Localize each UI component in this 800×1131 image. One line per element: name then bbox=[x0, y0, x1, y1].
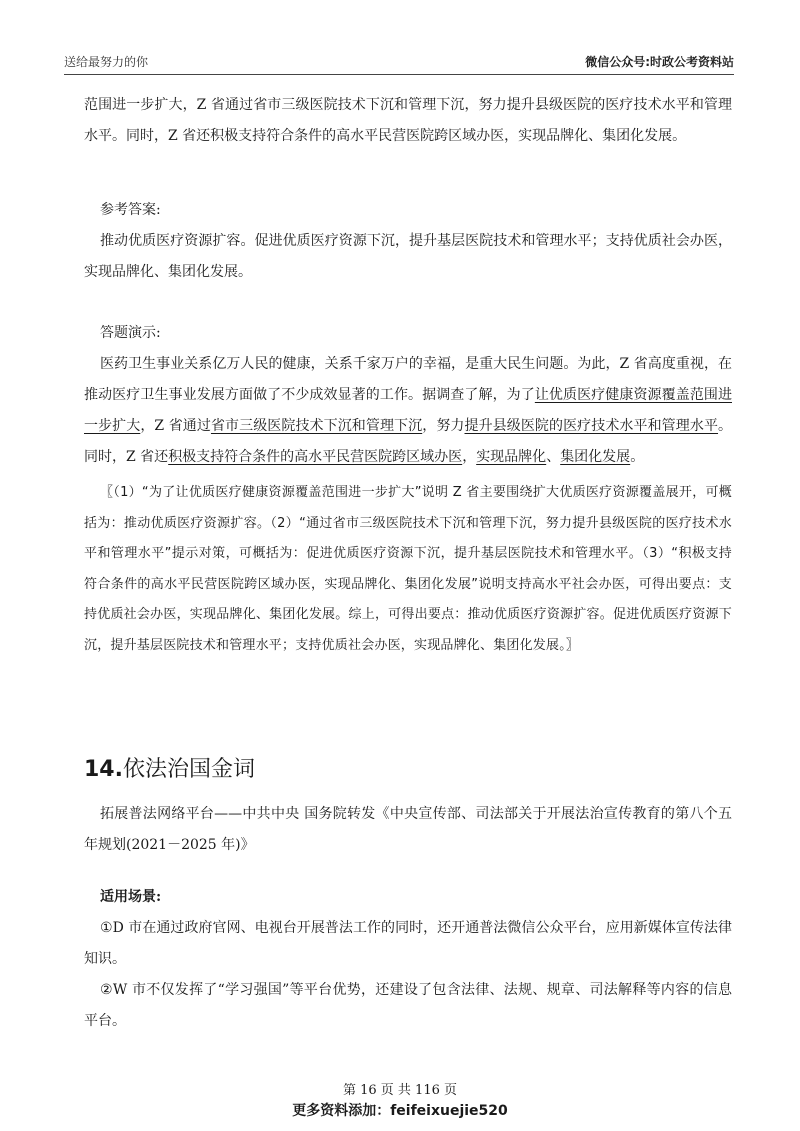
demo-text: 、 bbox=[546, 449, 561, 465]
reference-label: 参考答案: bbox=[100, 202, 161, 218]
demo-underline: 省市三级医院技术下沉和管理下沉 bbox=[210, 418, 423, 434]
footer-promo: 更多资料添加：feifeixuejie520 bbox=[292, 1103, 508, 1119]
header-left-text: 送给最努力的你 bbox=[64, 55, 149, 69]
demo-text: ，Z 省通过 bbox=[140, 418, 211, 434]
demo-text: 医药卫生事业关系亿万人民的健康，关系千家万户的幸福，是重大民生问题。为此，Z 省高度重视，在推动医疗卫生事业发展方面做了不少成效显著的工作。据调查了解，为了 bbox=[84, 356, 732, 403]
section-subtitle: 拓展普法网络平台——中共中央 国务院转发《中央宣传部、司法部关于开展法治宣传教育的第八个五年规划(2021－2025 年)》 bbox=[84, 806, 732, 853]
demo-text: 。同时，Z 省还 bbox=[84, 418, 733, 465]
demo-text: 。 bbox=[630, 449, 645, 465]
demo-underline: 提升县级医院的医疗技术水平和管理水平 bbox=[464, 418, 719, 434]
demo-underline: 积极支持符合条件的高水平民营医院跨区域办医 bbox=[168, 449, 463, 465]
page-number: 第 16 页 共 116 页 bbox=[342, 1083, 458, 1098]
demo-text: ， bbox=[462, 449, 477, 465]
demo-text: ，努力 bbox=[422, 418, 465, 434]
demo-label: 答题演示: bbox=[100, 325, 161, 341]
scenario-item-1: ①D 市在通过政府官网、电视台开展普法工作的同时，还开通普法微信公众平台，应用新媒体宣传法律知识。 bbox=[84, 920, 732, 967]
demo-underline: 让优质医疗健康资源覆盖范围进一步扩大 bbox=[84, 387, 732, 434]
page-header bbox=[64, 52, 734, 75]
section-title: 依法治国金词 bbox=[122, 757, 255, 782]
section-heading bbox=[84, 752, 255, 783]
scenario-label: 适用场景: bbox=[100, 889, 162, 905]
demo-underline: 实现品牌化 bbox=[476, 449, 547, 465]
demo-underline: 集团化发展 bbox=[560, 449, 631, 465]
reference-answer: 推动优质医疗资源扩容。促进优质医疗资源下沉，提升基层医院技术和管理水平；支持优质社会办医，实现品牌化、集团化发展。 bbox=[84, 233, 732, 280]
scenario-item-2: ②W 市不仅发挥了“学习强国”等平台优势，还建设了包含法律、法规、规章、司法解释等内容的信息平台。 bbox=[84, 982, 732, 1029]
header-right-text: 微信公众号:时政公考资料站 bbox=[585, 55, 734, 69]
demo-answer bbox=[84, 349, 732, 473]
section-number: 14. bbox=[84, 757, 123, 782]
intro-paragraph: 范围进一步扩大，Z 省通过省市三级医院技术下沉和管理下沉，努力提升县级医院的医疗技术水平和管理水平。同时，Z 省还积极支持符合条件的高水平民营医院跨区域办医，实现品牌化、集团化发展。 bbox=[84, 97, 732, 144]
explanation-paragraph: 〖（1）“为了让优质医疗健康资源覆盖范围进一步扩大”说明 Z 省主要围绕扩大优质医疗资源覆盖展开，可概括为：推动优质医疗资源扩容。（2）“通过省市三级医院技术下沉和管理下沉，努力提升县级医院的医疗技术水平和管理水平”提示对策，可概括为：促进优质医疗资源下沉，提升基层医院技术和管理水平。（3）“积极支持符合条件的高水平民营医院跨区域办医，实现品牌化、集团化发展”说明支持高水平社会办医，可得出要点：支持优质社会办医，实现品牌化、集团化发展。综上，可得出要点：推动优质医疗资源扩容。促进优质医疗资源下沉，提升基层医院技术和管理水平；支持优质社会办医，实现品牌化、集团化发展。〗 bbox=[84, 485, 732, 653]
